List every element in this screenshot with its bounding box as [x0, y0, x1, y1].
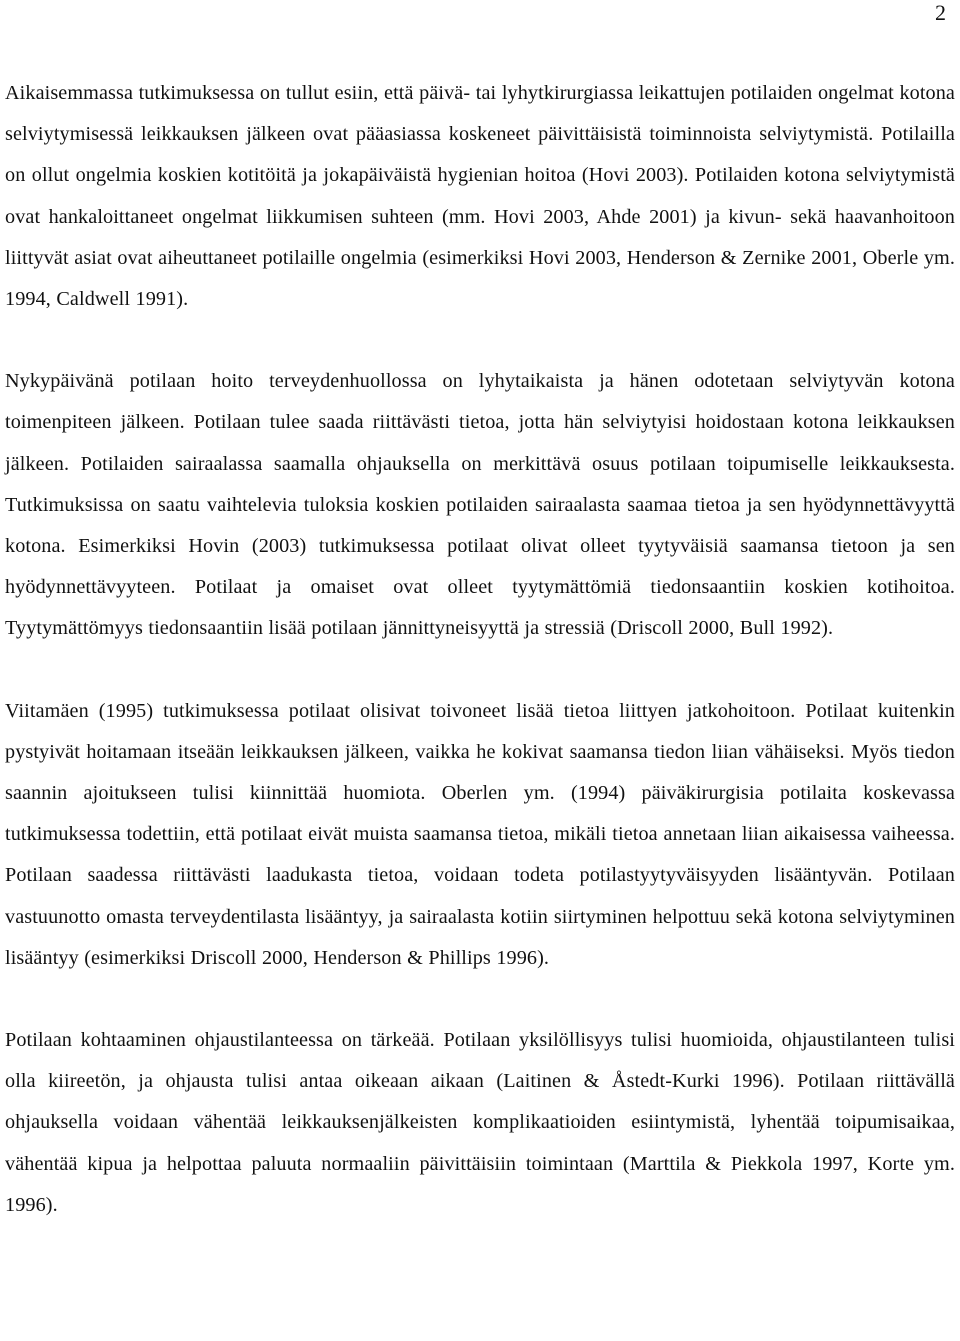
- paragraph-4: Potilaan kohtaaminen ohjaustilanteessa on tärkeää. Potilaan yksilöllisyys tulisi huomioida, ohjaustilanteen tulisi olla kiireetön, ja ohjausta tulisi antaa oikeaan aikaan (Laitinen & Åstedt-Kurki 1996). Potilaan riittävällä ohjauksella voidaan vähentää leikkauksenjälkeisten komplikaatioiden esiintymistä, lyhentää toipumisaikaa, vähentää kipua ja helpottaa paluuta normaaliin päivittäisiin toimintaan (Marttila & Piekkola 1997, Korte ym. 1996).: [5, 1029, 955, 1216]
- page-number: 2: [935, 0, 946, 25]
- paragraph-1: Aikaisemmassa tutkimuksessa on tullut esiin, että päivä- tai lyhytkirurgiassa leikattujen potilaiden ongelmat kotona selviytymisessä leikkauksen jälkeen ovat pääasiassa koskeneet päivittäisistä toiminnoista selviytymistä. Potilailla on ollut ongelmia koskien kotitöitä ja jokapäiväistä hygienian hoitoa (Hovi 2003). Potilaiden kotona selviytymistä ovat hankaloittaneet ongelmat liikkumisen suhteen (mm. Hovi 2003, Ahde 2001) ja kivun- sekä haavanhoitoon liittyvät asiat ovat aiheuttaneet potilaille ongelmia (esimerkiksi Hovi 2003, Henderson & Zernike 2001, Oberle ym. 1994, Caldwell 1991).: [5, 82, 955, 311]
- paragraph-2: Nykypäivänä potilaan hoito terveydenhuollossa on lyhytaikaista ja hänen odotetaan selviytyvän kotona toimenpiteen jälkeen. Potilaan tulee saada riittävästi tietoa, jotta hän selviytyisi hoidostaan kotona leikkauksen jälkeen. Potilaiden sairaalassa saamalla ohjauksella on merkittävä osuus potilaan toipumiselle leikkauksesta. Tutkimuksissa on saatu vaihtelevia tuloksia koskien potilaiden sairaalasta saamaa tietoa ja sen hyödynnettävyyttä kotona. Esimerkiksi Hovin (2003) tutkimuksessa potilaat olivat olleet tyytyväisiä saamansa tietoon ja sen hyödynnettävyyteen. Potilaat ja omaiset ovat olleet tyytymättömiä tiedonsaantiin koskien kotihoitoa. Tyytymättömyys tiedonsaantiin lisää potilaan jännittyneisyyttä ja stressiä (Driscoll 2000, Bull 1992).: [5, 370, 955, 640]
- document-body: [5, 73, 955, 1267]
- paragraph-3: Viitamäen (1995) tutkimuksessa potilaat olisivat toivoneet lisää tietoa liittyen jatkohoitoon. Potilaat kuitenkin pystyivät hoitamaan itseään leikkauksen jälkeen, vaikka he kokivat saamansa tiedon liian vähäiseksi. Myös tiedon saannin ajoitukseen tulisi kiinnittää huomiota. Oberlen ym. (1994) päiväkirurgisia potilaita koskevassa tutkimuksessa todettiin, että potilaat eivät muista saamansa tietoa, mikäli tietoa annetaan liian aikaisessa vaiheessa. Potilaan saadessa riittävästi laadukasta tietoa, voidaan todeta potilastyytyväisyyden lisääntyvän. Potilaan vastuunotto omasta terveydentilasta lisääntyy, ja sairaalasta kotiin siirtyminen helpottuu sekä kotona selviytyminen lisääntyy (esimerkiksi Driscoll 2000, Henderson & Phillips 1996).: [5, 699, 955, 969]
